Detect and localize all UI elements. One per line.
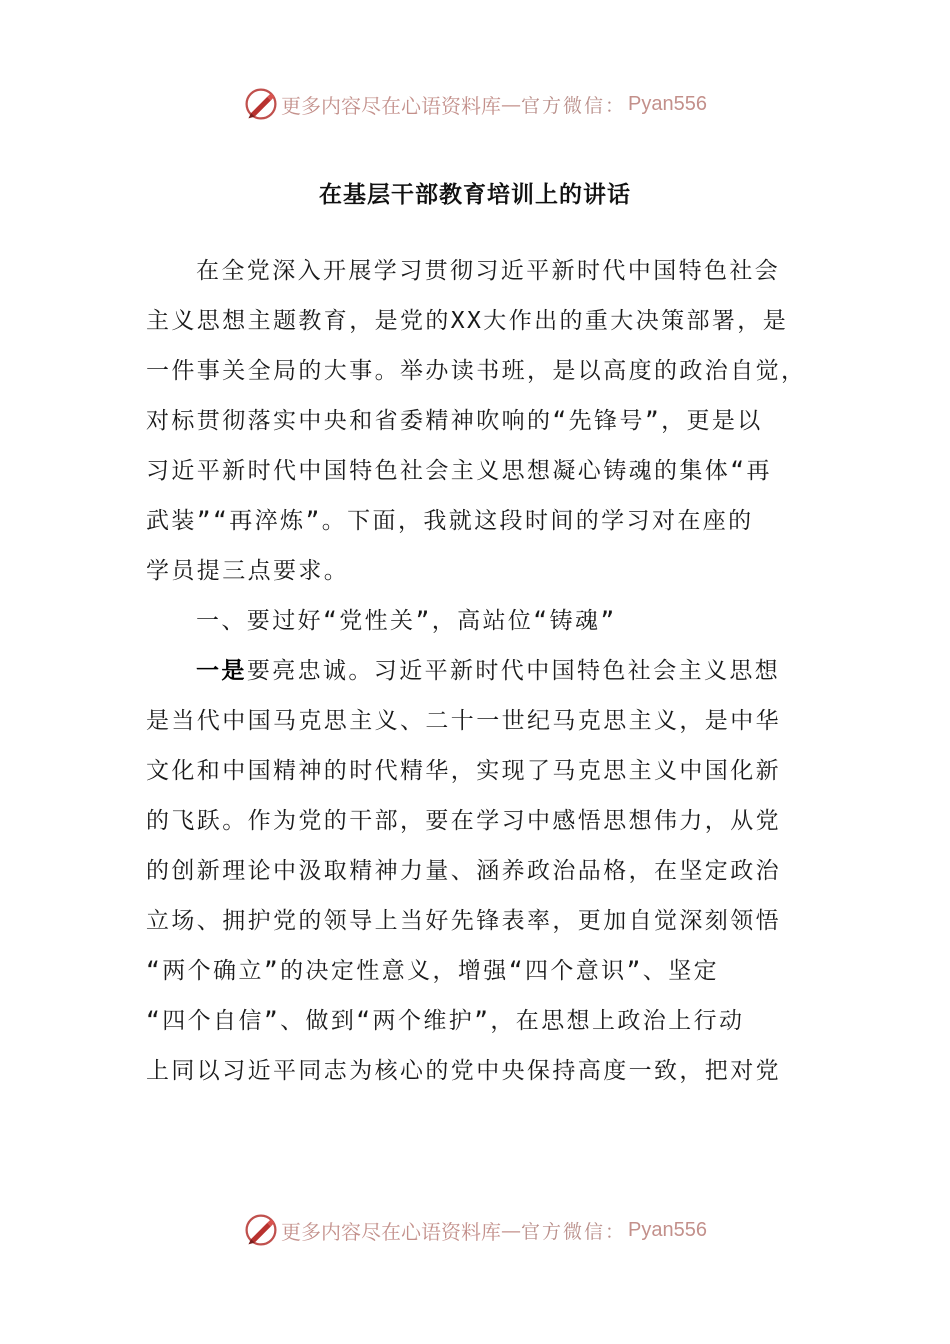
point-text: 要亮忠诚。习近平新时代中国特色社会主义思想 <box>246 658 781 684</box>
document-body <box>146 246 806 1096</box>
section-heading: 一、要过好“党性关”，高站位“铸魂” <box>196 608 617 634</box>
header-watermark <box>0 82 950 126</box>
watermark-contact-label: 官方微信： <box>521 1220 627 1243</box>
watermark-contact-label: 官方微信： <box>521 94 627 117</box>
pen-logo-icon <box>243 1212 279 1248</box>
watermark-brand: 更多内容尽在心语资料库 <box>281 1219 501 1244</box>
point-lead: 一是 <box>196 658 247 684</box>
watermark-contact-id: Pyan556 <box>628 92 707 115</box>
paragraph-line: “两个确立”的决定性意义，增强“四个意识”、坚定 <box>146 958 719 984</box>
paragraph-line: 文化和中国精神的时代精华，实现了马克思主义中国化新 <box>146 758 781 784</box>
pen-logo-icon <box>243 86 279 122</box>
paragraph-line: 在全党深入开展学习贯彻习近平新时代中国特色社会 <box>196 258 781 284</box>
paragraph-line: 的创新理论中汲取精神力量、涵养政治品格，在坚定政治 <box>146 858 781 884</box>
paragraph-line: 学员提三点要求。 <box>146 558 350 584</box>
watermark-contact-id: Pyan556 <box>628 1218 707 1241</box>
paragraph-line: 的飞跃。作为党的干部，要在学习中感悟思想伟力，从党 <box>146 808 781 834</box>
document-title: 在基层干部教育培训上的讲话 <box>319 182 631 208</box>
watermark-brand: 更多内容尽在心语资料库 <box>281 93 501 118</box>
point-first-line <box>146 646 806 696</box>
watermark-separator: — <box>501 92 521 116</box>
paragraph-line: 上同以习近平同志为核心的党中央保持高度一致，把对党 <box>146 1058 781 1084</box>
paragraph-line: 主义思想主题教育，是党的XX大作出的重大决策部署，是 <box>146 308 789 334</box>
footer-watermark <box>0 1208 950 1252</box>
paragraph-line: 立场、拥护党的领导上当好先锋表率，更加自觉深刻领悟 <box>146 908 781 934</box>
paragraph-line: “四个自信”、做到“两个维护”，在思想上政治上行动 <box>146 1008 745 1034</box>
paragraph-line: 是当代中国马克思主义、二十一世纪马克思主义，是中华 <box>146 708 781 734</box>
paragraph-line: 习近平新时代中国特色社会主义思想凝心铸魂的集体“再 <box>146 458 772 484</box>
paragraph-line: 武装”“再淬炼”。下面，我就这段时间的学习对在座的 <box>146 508 754 534</box>
watermark-separator: — <box>501 1218 521 1242</box>
paragraph-line: 一件事关全局的大事。举办读书班，是以高度的政治自觉， <box>146 358 807 384</box>
paragraph-line: 对标贯彻落实中央和省委精神吹响的“先锋号”，更是以 <box>146 408 763 434</box>
